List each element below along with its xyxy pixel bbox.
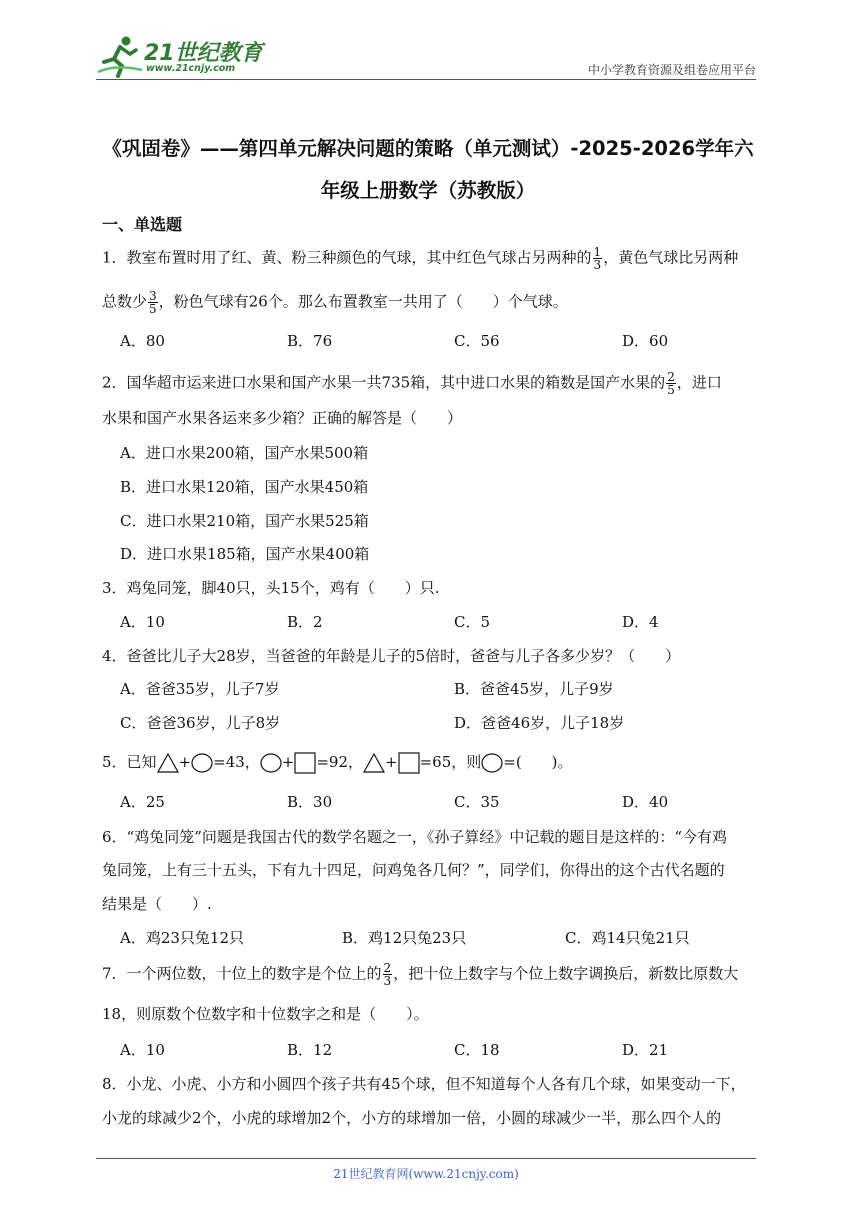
q5-text-1: 5．已知 [102,753,157,771]
q4-option-d[interactable]: D．爸爸46岁，儿子18岁 [454,714,625,732]
q5-plus-1: + [178,753,192,771]
triangle-icon [363,753,385,773]
question-2-line-1 [102,371,762,396]
question-1-line-1 [102,246,762,271]
question-8-line-1: 8．小龙、小虎、小方和小圆四个孩子共有45个球，但不知道每个人各有几个球，如果变动一下， [102,1075,746,1093]
platform-label: 中小学教育资源及组卷应用平台 [587,63,756,77]
q1-fraction-1: $\frac{1}{3}$ [593,245,602,272]
footer-link[interactable]: 21世纪教育网(www.21cnjy.com) [333,1167,519,1181]
q7-option-b[interactable]: B．12 [287,1041,333,1059]
q7-option-a[interactable]: A．10 [120,1041,165,1059]
q3-option-d[interactable]: D．4 [622,613,659,631]
q5-text-2: =43， [213,753,260,771]
question-6-line-3: 结果是（ ）. [102,895,212,913]
q5-option-b[interactable]: B．30 [287,793,333,811]
square-icon [398,752,420,774]
q5-option-d[interactable]: D．40 [622,793,669,811]
square-icon [294,752,316,774]
q1-text-d: ，粉色气球有26个。那么布置教室一共用了（ ）个气球。 [158,292,568,311]
q2-option-b[interactable]: B．进口水果120箱，国产水果450箱 [120,478,369,496]
question-2-line-2: 水果和国产水果各运来多少箱？正确的解答是（ ） [102,409,463,427]
q1-option-a[interactable]: A．80 [120,332,165,350]
q6-option-c[interactable]: C．鸡14只兔21只 [565,929,690,947]
triangle-icon [157,753,179,773]
q3-option-c[interactable]: C．5 [454,613,491,631]
q4-option-b[interactable]: B．爸爸45岁，儿子9岁 [454,680,614,698]
title-line-1: 《巩固卷》——第四单元解决问题的策略（单元测试）-2025-2026学年六 [102,137,754,160]
q7-option-d[interactable]: D．21 [622,1041,669,1059]
q6-option-b[interactable]: B．鸡12只兔23只 [342,929,467,947]
question-6-line-1: 6．“鸡兔同笼”问题是我国古代的数学名题之一，《孙子算经》中记载的题目是这样的：“今有鸡 [102,828,728,846]
q5-plus-3: + [385,753,398,771]
q5-plus-2: + [281,753,295,771]
q2-fraction: $\frac{2}{5}$ [667,370,675,397]
q5-option-a[interactable]: A．25 [120,793,165,811]
circle-icon [260,753,282,773]
page-title [96,128,760,212]
question-7-line-1 [102,962,762,987]
q2-text-b: ，进口 [676,373,722,392]
logo [96,34,266,78]
q2-option-c[interactable]: C．进口水果210箱，国产水果525箱 [120,512,369,530]
q2-option-d[interactable]: D．进口水果185箱，国产水果400箱 [120,545,370,563]
q1-text-c: 总数少 [102,292,148,311]
title-line-2: 年级上册数学（苏教版） [320,179,536,202]
q4-option-a[interactable]: A．爸爸35岁，儿子7岁 [120,680,280,698]
question-1-line-2 [102,290,762,315]
logo-url: www.21cnjy.com [146,63,236,74]
header-divider [96,79,756,80]
logo-text: 21世纪教育 [144,41,263,66]
q1-text-b: ，黄色气球比另两种 [603,248,739,267]
q7-option-c[interactable]: C．18 [454,1041,500,1059]
header [96,30,756,82]
q5-option-c[interactable]: C．35 [454,793,500,811]
q1-text-a: 1．教室布置时用了红、黄、粉三种颜色的气球，其中红色气球占另两种的 [102,248,592,267]
q1-option-b[interactable]: B．76 [287,332,333,350]
question-6-line-2: 兔同笼，上有三十五头，下有九十四足，问鸡兔各几何？”，同学们，你得出的这个古代名题的 [102,861,725,879]
question-8-line-2: 小龙的球减少2个，小虎的球增加2个，小方的球增加一倍，小圆的球减少一半，那么四个人的 [102,1109,722,1127]
q5-text-4: =65，则 [419,753,482,771]
q7-text-b: ，把十位上数字与个位上数字调换后，新数比原数大 [393,964,739,983]
question-7-line-2: 18，则原数个位数字和十位数字之和是（ ）。 [102,1005,429,1023]
q3-option-a[interactable]: A．10 [120,613,165,631]
q2-option-a[interactable]: A．进口水果200箱，国产水果500箱 [120,444,369,462]
q4-option-c[interactable]: C．爸爸36岁，儿子8岁 [120,714,281,732]
runner-logo-icon [96,34,144,78]
q6-option-a[interactable]: A．鸡23只兔12只 [120,929,245,947]
q5-text-5: =( )。 [503,753,573,771]
q1-option-c[interactable]: C．56 [454,332,500,350]
circle-icon [481,753,503,773]
q7-fraction: $\frac{2}{3}$ [383,961,392,988]
question-3: 3．鸡兔同笼，脚40只，头15个，鸡有（ ）只. [102,579,440,597]
question-4: 4．爸爸比儿子大28岁，当爸爸的年龄是儿子的5倍时，爸爸与儿子各多少岁？（ ） [102,647,681,665]
q5-text-3: =92， [316,753,364,771]
q7-text-a: 7．一个两位数，十位上的数字是个位上的 [102,964,382,983]
q1-option-d[interactable]: D．60 [622,332,669,350]
section-heading: 一、单选题 [102,215,183,234]
question-5 [102,752,762,774]
q2-text-a: 2．国华超市运来进口水果和国产水果一共735箱，其中进口水果的箱数是国产水果的 [102,373,666,392]
q1-fraction-2: $\frac{3}{5}$ [149,289,157,316]
q3-option-b[interactable]: B．2 [287,613,323,631]
footer-divider [96,1158,756,1159]
circle-icon [191,753,213,773]
